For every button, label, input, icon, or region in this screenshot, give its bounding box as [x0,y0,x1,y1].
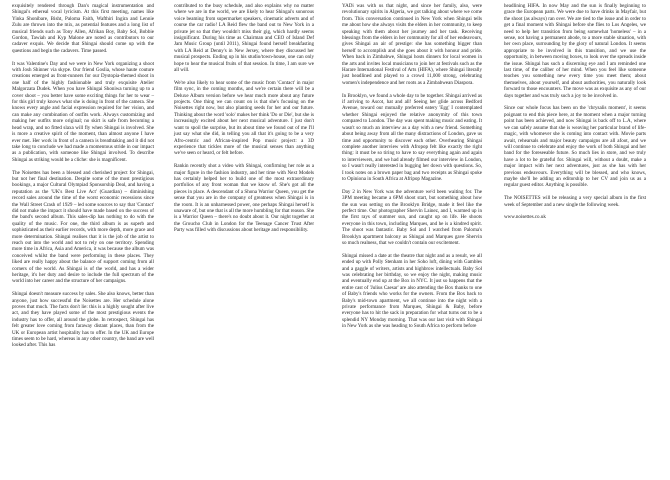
paragraph: headlining HIFA. In now May and the sun is finally beginning to grace the European parts. We were due to have drinks in Mayfair, but the shoot (as always) ran over. We are tied to the issue and in order to get a final moment with Shingai before she flies to Los Angeles, we need to help her transition from being somewhat 'homeless' – in a sense, not having a permanent abode, to a more stable situation, with her own place, surrounding by the glory of natural London. It seems appropriate to be involved in this transition, and we use the opportunity, in between moving boxes, to look over the spreads inside the issue. Shingai has such a discerning eye and I am reminded one last time, of the caliber of her mind. When you feel like someone teaches you something new every time you meet them; about themselves, about yourself, and about authorities, you naturally look forward to those encounters. The move was as exquisite as any of our days together and was truly such a joy to be involved in. [504,3,646,99]
text-column-2 [174,3,314,240]
paragraph: It was Valentine's Day and we were in New York organizing a shoot with Josh Shinner via skype. Our friend Goslia, whose haute couture creations emerged as front-runners for our Dystopia-themed shoot in one half of the highly fashionable and truly exquisite Atelier Malgorzata Dudek. When you have Shingai Shoniwa turning up to a cover shoot – you better have some exciting things for her to wear – for this girl truly knows what she is doing in front of the camera. She knows every angle and facial expression required for her vision, and can make any combination of outfits work. Always customizing and making her outfits more original; no skirt is safe from becoming a head wrap, and no fitted slaxa will fly when Shingai is involved. She is more a creative spirit of the moment, than almost anyone I have ever met. Her work in front of a camera is breathtaking and it did not take long to conclude we had made a momentous stride in our impact as a publication, with someone like Shingai involved. To describe Shingai as striking would be a cliche: she is magnificent. [12,60,154,163]
paragraph: Day 2 in New York was the adventure we'd been waiting for. The 3PM meeting became a 6PM shoot start, but something about how the sun was setting on the Brooklyn Bridge, made it feel like the perfect time. Our photographer Shervin Lainez, and I, warmed up in the first rays of summer sun, and caught up on life. He shoots everyone in this town, including Marques, and he is a kindred spirit. The shoot was fantastic. Baby Sol and I watched from Paloma's Brooklyn apartment balcony as Shingai and Marques gave Shervin so much realness, that we couldn't contain our excitement. [342,188,482,246]
paragraph: contributed to the busy schedule, and also explains why no matter where we are in the world, we are likely to hear Shingai's sonorous voice beaming from supermarket speakers, cinematic adverts and of course the car radio! LA Reid flew the band out to New York in a private jet so that they wouldn't miss their gig, which hardly seems insignificant. During his time as Chairman and CEO of Island Def Jam Music Group (until 2011), Shingai found herself breakfasting with LA Reid at Denny's in New Jersey, where they discussed her musical prospects. Ending up in his studio/town-house, one can only hope to hear the musical fruits of that session. In time, I am sure we all will. [174,3,314,74]
paragraph: The Noisettes has been a blessed and cherished project for Shingai, but not her final destination. Despite some of the most prestigious bookings, a major Cultural Olympiad Sponsorship Deal, and having a reputation as the 'UK's Best Live Act' (Guardian) – diminishing record sales around the time of the worst economic recessions since the Wall Street Crash of 1929 – led some sources to say that 'Contact' did not make the impact it should have made based on the success of the band's second album. This sales-dip has nothing to do with the quality of the music. For one, the third album is as superb and sophisticated as their earlier records, with more depth, more grace and more determination. Shingai realises that it is the job of the artist to reach out into the world and not to rely on one territory. Spending more time in Africa, Asia and America, it was because the album was conceived whilst the band were performing in these places. They liked are really happy about the balance of support coming from all corners of the world. As Shingai is of the world, and has a wider heritage, it's her duty and desire to include the full spectrum of the world into her career and the structure of her campaigns. [12,169,154,285]
paragraph: We're also likely to hear some of the music from 'Contact' in major film sync, in the coming months, and we're certain there will be a Deluxe Album version before we hear much more about any future projects. One thing we can count on is that she's focusing on the Noisettes right now, but also planting seeds for her and our future. Thinking about the word 'solo' makes her think 'Do or Die', but she is increasingly excited about her next musical adventure. I just don't want to spoil the surprise, but its about time we found out of me I'll just say what she did, in telling you all that it's going to be a very Afro-centric and African-inspired Pop music project: a 3D experience that tickles more of the musical senses than anything we've seen or heard, or felt before. [174,79,314,157]
paragraph: exquisitely rendered through Dan's magical instrumentation and Shingai's ethereal vocal lyricism. At this first meeting, names like Yinka Shonibare, Bisht, Paloma Faith, Wafthiri Ingira and Lennie Zulu are thrown into the mix, as potential features and a long list of musical friends such as Tony Allen, Afrikan Boy, Baby Sol, Bobbie Gordon, Tawiah and Kyp Malone are noted as contributors to our cadaver exquis. We decide that Shingai should come up with the questions and begin the cadavers. Time passed. [12,3,154,54]
text-column-4 [504,3,646,227]
paragraph: YADi was with us that night, and since her family, also, were revolutionary spirits in Algeria, we got talking about where we come from. This conversation continued in New York when Shingai tells me about how she always visits the elders in her community, to keep speaking with them about her journey and her task. Receiving blessings from the elders in her community for all of her endeavours, gives Shingai an air of prestige: she has something bigger than herself to accomplish and she goes about it with honour and pride. When back in Zimbabwe, Shingai hosts dinners for local women in the arts and invites local musicians to join her at festivals such as the Harare International Festival of Arts (HIFA), where Shingai literally just headlined and played to a crowd 11,000 strong, celebrating women's independence and her roots as a Zimbabwean Diaspora. [342,3,482,86]
website-link[interactable]: www.noisettes.co.uk [504,214,546,221]
paragraph: In Brooklyn, we found a whole day to be together. Shingai arrived as if arriving to Ascot, hat and all! Seeing her glide across Bedford Avenue, toward our mutually preferred eatery 'Egg' I contemplated whether Shingai enjoyed the relative anonymity of this town compared to London. The day was spent making music and eating. It wasn't so much an interview as a day with a new friend. Something about being away from all the many distractions of London, gave us time and opportunity to discover each other. Overhearing Shingai complete another interview with Afropop felt like exactly the right thing: it must be so tiring to have to say everything again and again to interviewers, and we had already filmed our interview in London, so I wasn't really interested in bugging her down with questions. So, I took notes on a brown paper bag and two receipts as Shingai spoke to Opiniona in South Africa at Afripop Magazine. [342,92,482,182]
paragraph: The NOISETTES will be releasing a very special album in the first week of September and a new single the following week. [504,195,646,208]
paragraph: Rankin recently shot a video with Shingai, confirming her role as a major figure in the fashion industry, and her time with Next Models has certainly helped her to build one of the most extraordinary portfolios of any front woman that we know of. She's got all the pieces in place. A descendant of a Shona Warrior Queen, you get the sense that you are in the company of greatness when Shingai is in the room. It is an unharnessed power, one perhaps Shingai herself is unaware of, but one that is all the more humbling for that reason. She is a Warrior Queen – there's no doubt about it. Our night together at the Groucho Club in London for the Teenage Cancer Trust After Party was filled with discussions about heritage and responsibility. [174,163,315,234]
paragraph: Shingai doesn't measure success by sales. She also knows, better than anyone, just how successful the Noisettes are. Her schedule alone proves that much. The facts don't lie: this is a highly sought after live act, and they have played some of the most prestigious events the industry has to offer, all around the globe. In retrospect, Shingai has felt greater love coming from faraway distant places, than from the UK or European artist hospitality has to offer. In the UK and Europe times seem to be hard, whereas in any other country, the band are well looked after. This has [12,291,154,349]
paragraph: Since our whole focus has been on the 'chrysalis moment', it seems poignant to end this piece here, at the moment when a major turning point has been achieved, and now Shingai is back off to L.A, where we can safely assume that she is weaving her particular brand of life-magic, with whomever she is coming into contact with. Movie parts await, rehearsals and major beauty campaigns are all afoot, and we will continue to celebrate and enjoy the work of both Shingai and her band for the foreseeable future. So much lies in store, and we truly have a lot to be grateful for. Shingai will, without a doubt, make a major impact with her next adventures, just as she has with her previous endeavours. Everything will be blessed, and who knows, maybe she'll be adding an editorship to her CV and join us as a regular guest editor. Anything is possible. [504,105,646,189]
text-column-1 [12,3,154,355]
text-column-3 [342,3,482,336]
paragraph: Shingai missed a date at the theatre that night and as a result, we all ended up with Polly Stenham in her Soho loft, dining with Gambles and a gaggle of writers, artists and highbrow intellectuals. Baby Sol was celebrating her birthday, so we enjoy the night, making music and eventually end up at the Box in NYC. It just so happens that the entire cast of 'Julius Caesar' are also attending the Box thanks to one of Baby's friends who works for the owners. From the Box back to Baby's mid-town apartment, we all continue into the night with a private performance from Marques, Shingai & Baby, before everyone has to hit the sack in preparation for what turns out to be a splendid NY Monday morning. That was our last visit with Shingai in New York as she was heading to South Africa to perform before [342,252,482,330]
